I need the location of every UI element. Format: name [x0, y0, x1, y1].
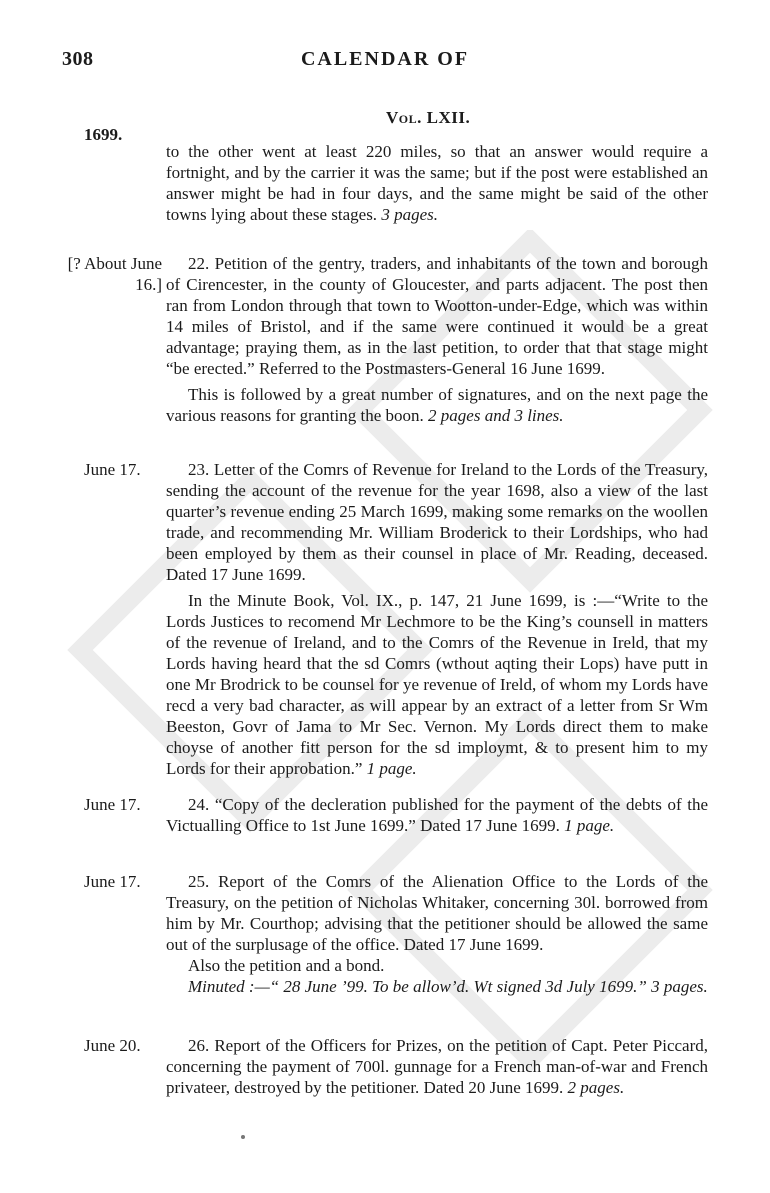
entry-note: This is followed by a great number of signatures, and on the next page the various reasons for granting the boon. 2 pages and 3 lines. [166, 385, 708, 425]
entry-body [166, 794, 708, 836]
page-count: 2 pages. [567, 1078, 625, 1097]
entry-body [166, 253, 708, 426]
entry-text: 24. “Copy of the decleration published for the payment of the debts of the Victualling Office to 1st June 1699.” Dated 17 June 1699. 1 page. [166, 795, 708, 835]
entry-date: June 17. [84, 460, 141, 479]
volume-heading: Vol. LXII. [386, 108, 471, 127]
page-number: 308 [62, 48, 94, 70]
entry-date: [? About June 16.] [67, 254, 162, 294]
entry-text: to the other went at least 220 miles, so that an answer would require a fortnight, and by the carrier it was the same; but if the post were established an answer might be had in four days, and the same might be said of the other towns lying about these stages. 3 pages. [166, 142, 708, 224]
entry-text: 22. Petition of the gentry, traders, and inhabitants of the town and borough of Cirencester, in the county of Gloucester, and parts adjacent. The post then ran from London through that town to Wootton-under-Edge, which was within 14 miles of Bristol, and if the same were continued it would be a great advantage; praying them, as in the last petition, to order that that stage might “be erected.” Referred to the Postmasters-General 16 June 1699. [166, 254, 708, 378]
page-count: 2 pages and 3 lines. [428, 406, 564, 425]
entry-note: Also the petition and a bond. [188, 956, 385, 975]
entry-body [166, 459, 708, 779]
entry-text: 23. Letter of the Comrs of Revenue for Ireland to the Lords of the Treasury, sending the account of the revenue for the year 1698, also a view of the last quarter’s revenue ending 25 March 1699, making some remarks on the woollen trade, and recommending Mr. William Broderick to their Lordships, who had been employed by them as their counsel in place of Mr. Reading, deceased. Dated 17 June 1699. [166, 460, 708, 584]
page-count: 1 page. [366, 759, 417, 778]
entry-body [166, 871, 708, 997]
entry-date: June 20. [84, 1036, 141, 1055]
running-title: CALENDAR OF [300, 48, 470, 70]
entry-body [166, 141, 708, 225]
entry-date: June 17. [84, 795, 141, 814]
page-count: 1 page. [564, 816, 615, 835]
entry-body [166, 1035, 708, 1098]
ink-speck [241, 1135, 245, 1139]
entry-note: In the Minute Book, Vol. IX., p. 147, 21 June 1699, is :—“Write to the Lords Justices to recomend Mr Lechmore to be the King’s counsell in matters of the revenue of Ireland, and to the Comrs of the Revenue in Ireld, that my Lords having heard that the sd Comrs (wthout aqting their Lops) have putt in one Mr Brodrick to be counsel for ye revenue of Ireld, of whom my Lords have recd a very bad character, as will appear by an extract of a letter from Sr Wm Beeston, Govr of Jama to Mr Sec. Vernon. My Lords direct them to make choyse of another fitt person for the sd imploymt, & to present him to my Lords for their approbation.” 1 page. [166, 591, 708, 778]
entry-date: June 17. [84, 872, 141, 891]
entry-text: 26. Report of the Officers for Prizes, on the petition of Capt. Peter Piccard, concerning the payment of 700l. gunnage for a French man-of-war and French privateer, destroyed by the petitioner. Dated 20 June 1699. 2 pages. [166, 1036, 708, 1097]
minuted-note: Minuted :—“ 28 June ’99. To be allow’d. Wt signed 3d July 1699.” 3 pages. [188, 977, 708, 996]
page-count: 3 pages. [381, 205, 438, 224]
year-label: 1699. [84, 125, 123, 144]
entry-text: 25. Report of the Comrs of the Alienation Office to the Lords of the Treasury, on the petition of Nicholas Whitaker, concerning 30l. borrowed from him by Mr. Courthop; advising that the petitioner should be allowed the same out of the surplusage of the office. Dated 17 June 1699. [166, 872, 708, 954]
page-count: 3 pages. [651, 977, 708, 996]
